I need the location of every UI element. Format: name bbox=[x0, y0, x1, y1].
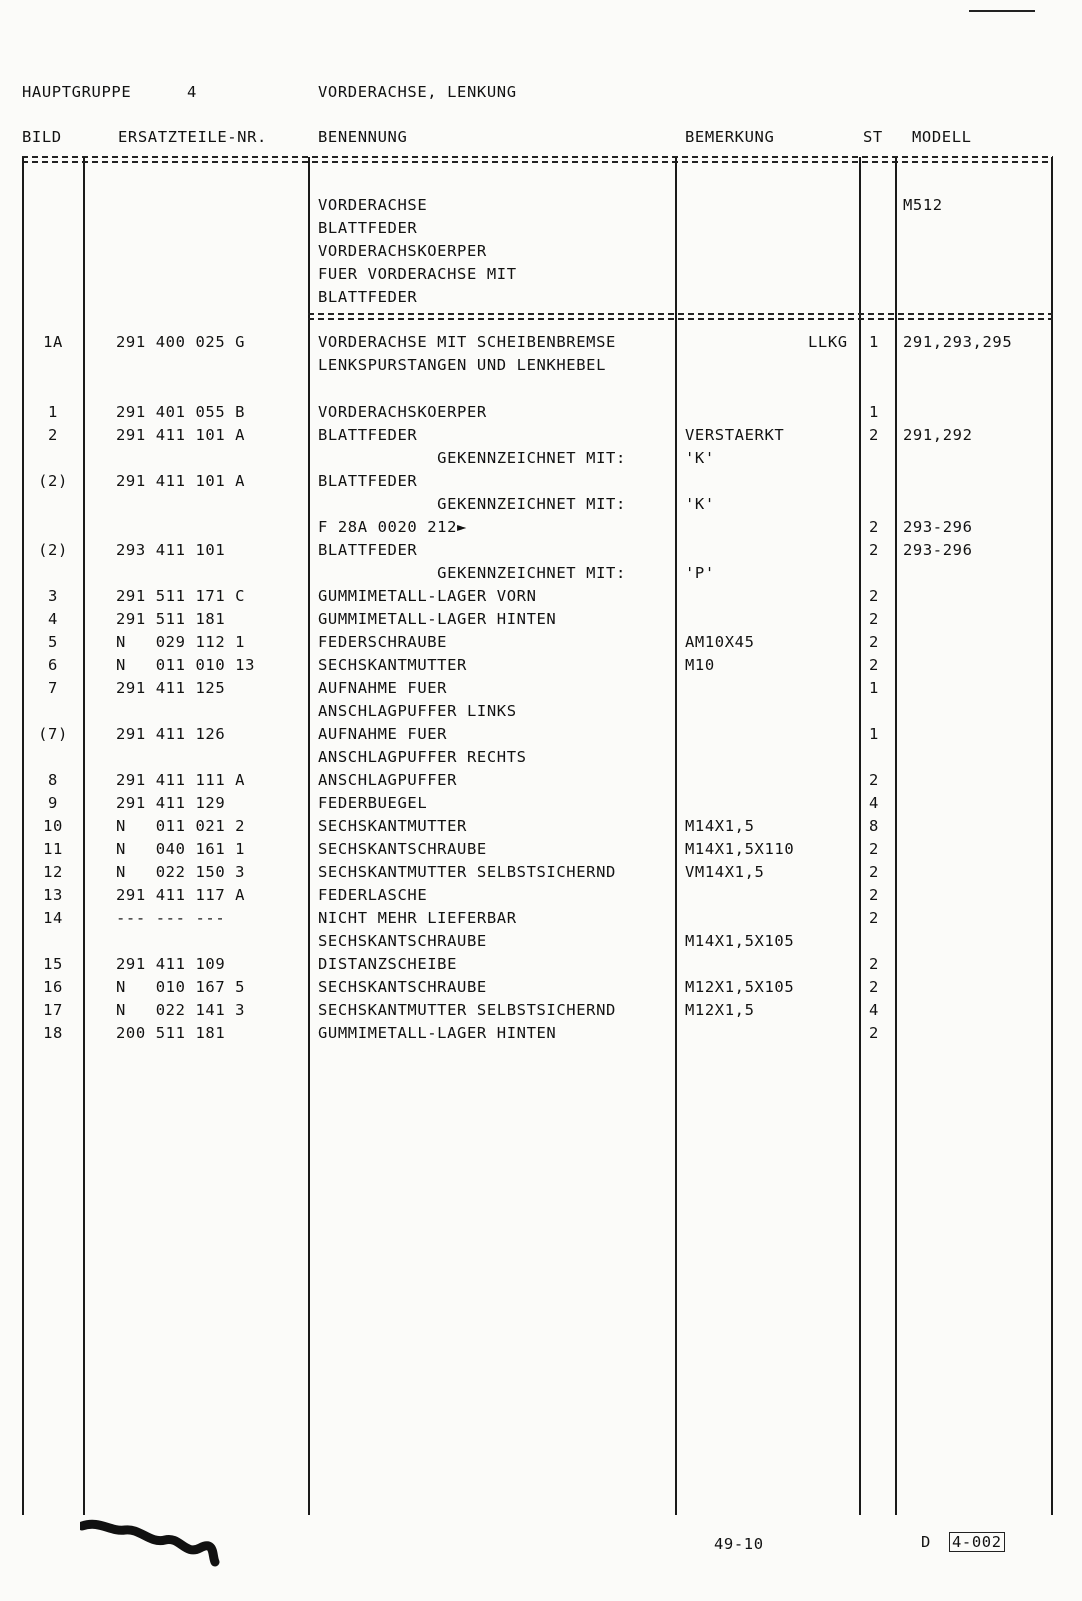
row-part: N 022 141 3 bbox=[116, 1001, 246, 1019]
row-name: GEKENNZEICHNET MIT: bbox=[318, 495, 626, 513]
row-part: N 011 021 2 bbox=[116, 817, 246, 835]
row-remark: VM14X1,5 bbox=[685, 863, 765, 881]
row-remark: M12X1,5X105 bbox=[685, 978, 795, 996]
row-name: ANSCHLAGPUFFER bbox=[318, 771, 458, 789]
row-name: BLATTFEDER bbox=[318, 472, 418, 490]
row-name: SECHSKANTSCHRAUBE bbox=[318, 932, 487, 950]
row-qty: 2 bbox=[869, 541, 879, 559]
row-bild: 3 bbox=[48, 587, 58, 605]
row-name: AUFNAHME FUER bbox=[318, 679, 448, 697]
row-part: N 040 161 1 bbox=[116, 840, 246, 858]
row-bild: 9 bbox=[48, 794, 58, 812]
rule-qty bbox=[895, 157, 897, 1515]
row-remark: M12X1,5 bbox=[685, 1001, 755, 1019]
row-remark: M14X1,5X110 bbox=[685, 840, 795, 858]
top-mark bbox=[969, 10, 1035, 12]
row-part: N 029 112 1 bbox=[116, 633, 246, 651]
row-remark: 'K' bbox=[685, 449, 715, 467]
row-remark: VERSTAERKT bbox=[685, 426, 785, 444]
row-name: GUMMIMETALL-LAGER HINTEN bbox=[318, 610, 557, 628]
row-name: ANSCHLAGPUFFER RECHTS bbox=[318, 748, 527, 766]
row-bild: 5 bbox=[48, 633, 58, 651]
row-name: SECHSKANTSCHRAUBE bbox=[318, 840, 487, 858]
row-remark: M10 bbox=[685, 656, 715, 674]
row-qty: 2 bbox=[869, 909, 879, 927]
row-remark: M14X1,5 bbox=[685, 817, 755, 835]
row-name: DISTANZSCHEIBE bbox=[318, 955, 458, 973]
row-qty: 2 bbox=[869, 978, 879, 996]
rule-right bbox=[1051, 157, 1053, 1515]
row-bild: (2) bbox=[38, 472, 68, 490]
row-name: LENKSPURSTANGEN UND LENKHEBEL bbox=[318, 356, 607, 374]
intro-line: BLATTFEDER bbox=[318, 288, 418, 306]
col-qty: ST bbox=[863, 128, 883, 146]
row-part: 291 411 125 bbox=[116, 679, 226, 697]
row-part: 291 511 171 C bbox=[116, 587, 246, 605]
row-bild: 11 bbox=[43, 840, 63, 858]
row-name: BLATTFEDER bbox=[318, 426, 418, 444]
row-tail: LLKG bbox=[808, 333, 848, 351]
row-part: N 011 010 13 bbox=[116, 656, 256, 674]
row-remark: 'P' bbox=[685, 564, 715, 582]
rule-remark bbox=[859, 157, 861, 1515]
intro-rule bbox=[308, 313, 1053, 321]
row-bild: 17 bbox=[43, 1001, 63, 1019]
row-name: SECHSKANTMUTTER SELBSTSICHERND bbox=[318, 1001, 616, 1019]
footer-letter: D bbox=[921, 1533, 931, 1551]
col-remark: BEMERKUNG bbox=[685, 128, 775, 146]
header-rule bbox=[22, 156, 1053, 164]
row-part: 291 411 129 bbox=[116, 794, 226, 812]
row-qty: 2 bbox=[869, 955, 879, 973]
row-name: GUMMIMETALL-LAGER VORN bbox=[318, 587, 537, 605]
row-bild: (7) bbox=[38, 725, 68, 743]
row-name: FEDERBUEGEL bbox=[318, 794, 428, 812]
row-bild: 12 bbox=[43, 863, 63, 881]
row-bild: 15 bbox=[43, 955, 63, 973]
row-qty: 2 bbox=[869, 610, 879, 628]
row-model: 293-296 bbox=[903, 518, 973, 536]
row-part: 291 411 126 bbox=[116, 725, 226, 743]
col-name: BENENNUNG bbox=[318, 128, 408, 146]
row-part: 291 411 101 A bbox=[116, 426, 246, 444]
row-name: FEDERLASCHE bbox=[318, 886, 428, 904]
row-bild: 2 bbox=[48, 426, 58, 444]
row-bild: 7 bbox=[48, 679, 58, 697]
row-part: 291 400 025 G bbox=[116, 333, 246, 351]
col-bild: BILD bbox=[22, 128, 62, 146]
footer-page: 49-10 bbox=[714, 1535, 764, 1553]
group-number: 4 bbox=[187, 83, 197, 101]
row-part: 291 411 109 bbox=[116, 955, 226, 973]
row-qty: 2 bbox=[869, 587, 879, 605]
row-remark: M14X1,5X105 bbox=[685, 932, 795, 950]
rule-part bbox=[308, 157, 310, 1515]
row-model: 293-296 bbox=[903, 541, 973, 559]
row-part: 291 411 111 A bbox=[116, 771, 246, 789]
row-part: 291 401 055 B bbox=[116, 403, 246, 421]
row-bild: 1A bbox=[43, 333, 63, 351]
row-name: ANSCHLAGPUFFER LINKS bbox=[318, 702, 517, 720]
row-qty: 2 bbox=[869, 863, 879, 881]
row-name: SECHSKANTMUTTER bbox=[318, 817, 467, 835]
group-title: VORDERACHSE, LENKUNG bbox=[318, 83, 517, 101]
row-bild: 10 bbox=[43, 817, 63, 835]
row-name: SECHSKANTMUTTER SELBSTSICHERND bbox=[318, 863, 616, 881]
intro-line: VORDERACHSE bbox=[318, 196, 428, 214]
row-remark: 'K' bbox=[685, 495, 715, 513]
row-bild: 16 bbox=[43, 978, 63, 996]
row-bild: 14 bbox=[43, 909, 63, 927]
intro-line: VORDERACHSKOERPER bbox=[318, 242, 487, 260]
rule-left bbox=[22, 157, 24, 1515]
row-bild: (2) bbox=[38, 541, 68, 559]
row-bild: 18 bbox=[43, 1024, 63, 1042]
row-part: 200 511 181 bbox=[116, 1024, 226, 1042]
row-qty: 2 bbox=[869, 426, 879, 444]
row-qty: 4 bbox=[869, 794, 879, 812]
col-model: MODELL bbox=[912, 128, 972, 146]
row-name: FEDERSCHRAUBE bbox=[318, 633, 448, 651]
row-bild: 13 bbox=[43, 886, 63, 904]
row-name: VORDERACHSE MIT SCHEIBENBREMSE bbox=[318, 333, 616, 351]
row-part: 293 411 101 bbox=[116, 541, 226, 559]
row-qty: 2 bbox=[869, 771, 879, 789]
row-name: GEKENNZEICHNET MIT: bbox=[318, 449, 626, 467]
row-qty: 2 bbox=[869, 633, 879, 651]
row-part: N 022 150 3 bbox=[116, 863, 246, 881]
row-part: 291 411 117 A bbox=[116, 886, 246, 904]
row-qty: 2 bbox=[869, 518, 879, 536]
row-name: GEKENNZEICHNET MIT: bbox=[318, 564, 626, 582]
row-name: GUMMIMETALL-LAGER HINTEN bbox=[318, 1024, 557, 1042]
row-part: 291 411 101 A bbox=[116, 472, 246, 490]
row-qty: 2 bbox=[869, 886, 879, 904]
col-part: ERSATZTEILE-NR. bbox=[118, 128, 267, 146]
row-bild: 4 bbox=[48, 610, 58, 628]
row-name: SECHSKANTSCHRAUBE bbox=[318, 978, 487, 996]
row-bild: 1 bbox=[48, 403, 58, 421]
row-qty: 1 bbox=[869, 403, 879, 421]
row-name: F 28A 0020 212► bbox=[318, 518, 467, 536]
row-name: NICHT MEHR LIEFERBAR bbox=[318, 909, 517, 927]
row-qty: 1 bbox=[869, 725, 879, 743]
rule-bild bbox=[83, 157, 85, 1515]
row-model: 291,293,295 bbox=[903, 333, 1013, 351]
row-bild: 8 bbox=[48, 771, 58, 789]
group-label: HAUPTGRUPPE bbox=[22, 83, 132, 101]
row-qty: 1 bbox=[869, 679, 879, 697]
row-qty: 8 bbox=[869, 817, 879, 835]
row-qty: 4 bbox=[869, 1001, 879, 1019]
ink-scribble bbox=[80, 1518, 220, 1572]
row-qty: 1 bbox=[869, 333, 879, 351]
intro-line: BLATTFEDER bbox=[318, 219, 418, 237]
row-part: --- --- --- bbox=[116, 909, 226, 927]
row-name: AUFNAHME FUER bbox=[318, 725, 448, 743]
row-name: SECHSKANTMUTTER bbox=[318, 656, 467, 674]
row-model: 291,292 bbox=[903, 426, 973, 444]
row-qty: 2 bbox=[869, 656, 879, 674]
intro-line: FUER VORDERACHSE MIT bbox=[318, 265, 517, 283]
row-qty: 2 bbox=[869, 840, 879, 858]
rule-name bbox=[675, 157, 677, 1515]
footer-code: 4-002 bbox=[949, 1532, 1005, 1552]
row-part: N 010 167 5 bbox=[116, 978, 246, 996]
row-name: BLATTFEDER bbox=[318, 541, 418, 559]
row-remark: AM10X45 bbox=[685, 633, 755, 651]
intro-model: M512 bbox=[903, 196, 943, 214]
row-name: VORDERACHSKOERPER bbox=[318, 403, 487, 421]
row-bild: 6 bbox=[48, 656, 58, 674]
row-qty: 2 bbox=[869, 1024, 879, 1042]
row-part: 291 511 181 bbox=[116, 610, 226, 628]
